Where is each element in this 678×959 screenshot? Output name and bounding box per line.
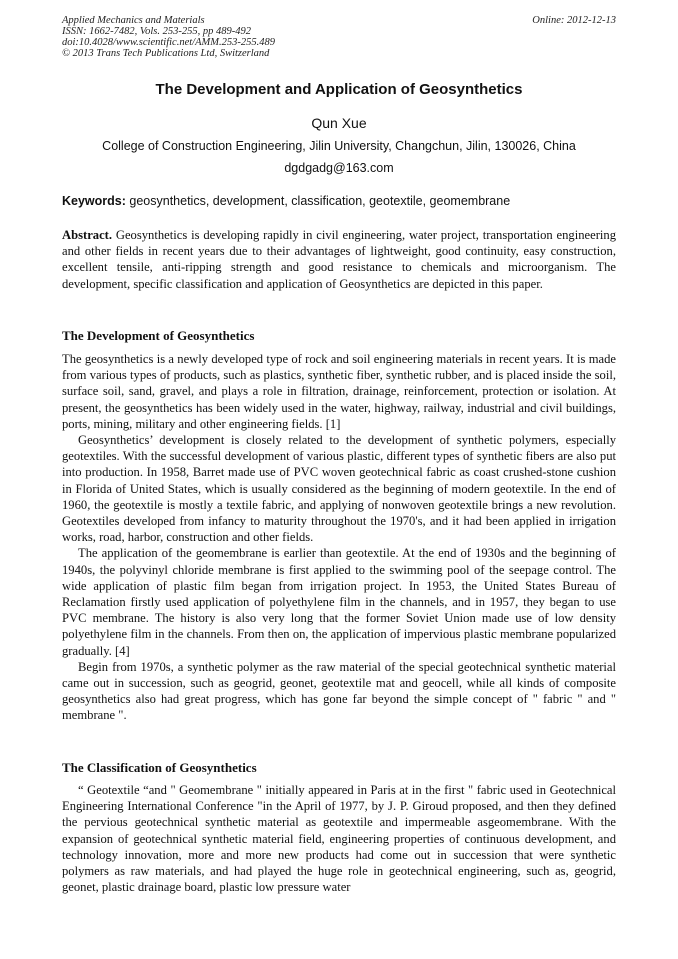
paragraph: The geosynthetics is a newly developed type of rock and soil engineering materials in recent years. It is made from various types of products, such as plastics, synthetic fiber, synthetic rubber, and is placed inside the soil, surface soil, sand, gravel, and plays a role in filtration, drainage, reinforcement, protection or isolation. At present, the geosynthetics has been widely used in the water, highway, railway, industrial and civil buildings, ports, mining, military and other engineering fields. [1]: [62, 352, 616, 431]
keywords-text: geosynthetics, development, classification, geotextile, geomembrane: [129, 194, 511, 208]
keywords-label: Keywords:: [62, 194, 126, 208]
section-heading-development: The Development of Geosynthetics: [62, 328, 255, 343]
abstract-label: Abstract.: [62, 228, 113, 242]
paragraph: Geosynthetics’ development is closely related to the development of synthetic polymers, especially geotextiles. With the successful development of various plastic, different types of synthetic fibers are also put into production. In 1958, Barret made use of PVC woven geotechnical fabric as coast crushed-stone cushion in Florida of United States, which is usually considered as the beginning of modern geotextile. In the end of 1960, the geotextile is mostly a textile fabric, and applying of nonwoven geotextile brings a new revolution. Geotextiles developed from infancy to maturity throughout the 1970's, and it had been applied in irrigation works, road, harbor, construction and other fields.: [62, 433, 616, 545]
paragraph: Begin from 1970s, a synthetic polymer as the raw material of the special geotechnical synthetic material came out in succession, such as geogrid, geonet, geotextile mat and geocell, while all kinds of composite geosynthetics also had great progress, which has gone far beyond the simple concept of " fabric " and " membrane ".: [62, 659, 616, 723]
abstract-text: Geosynthetics is developing rapidly in civil engineering, water project, transportation engineering and other fields in recent years due to their advantages of lightweight, good continuity, easy construction, excellent tensile, anti-ripping strength and good resistance to chemicals and microorganism. The development, specific classification and application of Geosynthetics are depicted in this paper.: [62, 228, 616, 291]
paper-title: The Development and Application of Geosynthetics: [155, 81, 523, 98]
section-development-body: [62, 351, 616, 724]
issn-line: ISSN: 1662-7482, Vols. 253-255, pp 489-492: [62, 26, 251, 37]
author-name: Qun Xue: [311, 115, 367, 131]
journal-header: [62, 15, 616, 59]
online-date: Online: 2012-12-13: [532, 15, 616, 26]
abstract: [62, 227, 616, 292]
author-email: dgdgadg@163.com: [284, 161, 394, 175]
section-heading-classification: The Classification of Geosynthetics: [62, 760, 257, 775]
paragraph: “ Geotextile “and " Geomembrane " initially appeared in Paris at in the first " fabric used in Geotechnical Engineering International Conference "in the April of 1977, by J. P. Giroud proposed, and then they defined the pervious geotechnical synthetic material as geotextile and impermeable asgeomembrane. With the expansion of geotechnical synthetic material field, engineering properties of continuous development, and technology innovation, more and more new products had come out in succession that were synthetic polymers as raw materials, and had played the huge role in geotechnical engineering, such as, geogrid, geonet, plastic drainage board, plastic low pressure water: [62, 783, 616, 895]
author-affiliation: College of Construction Engineering, Jilin University, Changchun, Jilin, 130026, China: [102, 139, 576, 153]
section-classification-body: [62, 782, 616, 895]
paragraph: The application of the geomembrane is earlier than geotextile. At the end of 1930s and the beginning of 1940s, the polyvinyl chloride membrane is first applied to the swimming pool of the seepage control. The wide application of plastic film began from irrigation project. In 1953, the United States Bureau of Reclamation firstly used application of polyethylene film in the channels, and in 1957, they began to use PVC membrane. The history is also very long that the former Soviet Union made use of low density polyethylene film in the channels. From then on, the application of impervious plastic membrane popularized gradually. [4]: [62, 546, 616, 658]
journal-name: Applied Mechanics and Materials: [62, 15, 205, 26]
copyright-line: © 2013 Trans Tech Publications Ltd, Switzerland: [62, 48, 270, 59]
keywords: [62, 194, 616, 208]
doi-line: doi:10.4028/www.scientific.net/AMM.253-255.489: [62, 37, 275, 48]
